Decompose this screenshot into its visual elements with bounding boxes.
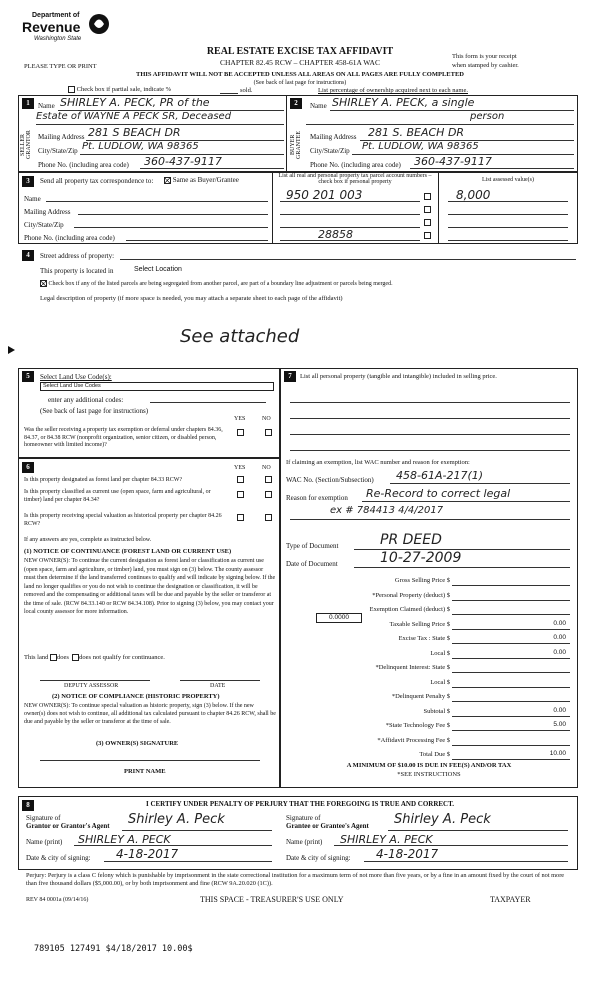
calc-label: Excise Tax : State $ xyxy=(398,635,450,642)
s1-name-label: Name xyxy=(38,102,55,110)
section-7-number: 7 xyxy=(284,371,296,382)
s8-name-label-l: Name (print) xyxy=(26,838,63,846)
s6-q3-no-cb[interactable] xyxy=(265,514,272,521)
minimum-due: A MINIMUM OF $10.00 IS DUE IN FEE(S) AND/OR TAX xyxy=(346,762,512,769)
s6-q3-yes-cb[interactable] xyxy=(237,514,244,521)
calc-line xyxy=(452,585,570,586)
reason-value-2: ex # 784413 4/4/2017 xyxy=(330,505,444,516)
s3-div-1 xyxy=(272,172,273,244)
s1-name2-line xyxy=(36,124,284,125)
grantor-date: 4-18-2017 xyxy=(116,847,179,861)
s1-city: Pt. LUDLOW, WA 98365 xyxy=(82,141,199,152)
date-line xyxy=(180,680,260,681)
dept-state: Washington State xyxy=(34,36,82,42)
parcel-1: 950 201 003 xyxy=(286,188,363,202)
section-5-number: 5 xyxy=(22,371,34,382)
section-4-number: 4 xyxy=(22,250,34,261)
located-label: This property is located in xyxy=(40,267,114,275)
s6-q1-yes-cb[interactable] xyxy=(237,476,244,483)
grantee-sig-line xyxy=(388,830,568,831)
segregated-checkbox[interactable] xyxy=(40,280,47,287)
street-line xyxy=(120,259,576,260)
s2-name: SHIRLEY A. PECK, a single xyxy=(332,96,475,109)
s7-line-4 xyxy=(290,450,570,451)
assessed-header: List assessed value(s) xyxy=(482,177,534,183)
form-title: REAL ESTATE EXCISE TAX AFFIDAVIT xyxy=(206,46,394,57)
wa-logo-icon xyxy=(88,12,110,36)
reason-value: Re-Record to correct legal xyxy=(366,487,511,500)
assessed-line-2 xyxy=(448,214,568,215)
s6-q3: Is this property receiving special valuation as historical property per chapter 84.26 RCW? xyxy=(24,513,222,527)
s6-q1-no-cb[interactable] xyxy=(265,476,272,483)
exempt-question: If claiming an exemption, list WAC number and reason for exemption: xyxy=(286,459,470,466)
assessed-line-1 xyxy=(448,201,568,202)
see-attached: See attached xyxy=(180,326,300,347)
s5-yes-cb[interactable] xyxy=(237,429,244,436)
notice-2-text: NEW OWNER(S): To continue special valuation as historic property, sign (3) below. If the new owner(s) does not wish to continue, all additional tax calculated pursuant to chapter 84.26 RCW, shall be due and payable by the seller or transferor at the time of sale. xyxy=(24,703,276,725)
section-8-number: 8 xyxy=(22,800,34,811)
deputy-label: DEPUTY ASSESSOR xyxy=(64,683,119,689)
partial-sale xyxy=(68,86,171,93)
additional-line xyxy=(150,402,266,403)
grantor-sig-line xyxy=(122,830,272,831)
grantee-date-line xyxy=(364,861,568,862)
s1-mail: 281 S BEACH DR xyxy=(88,126,181,139)
assessed-1: 8,000 xyxy=(456,188,491,202)
s3-city-label: City/State/Zip xyxy=(24,221,64,229)
grantor-name-line xyxy=(74,845,272,846)
parcel-line-1 xyxy=(280,201,420,202)
s2-mail-label: Mailing Address xyxy=(310,133,357,141)
s3-send: Send all property tax correspondence to: xyxy=(40,177,154,185)
calc-label: *Delinquent Penalty $ xyxy=(391,693,450,700)
calc-label: Local $ xyxy=(430,678,450,686)
grantee-name-line xyxy=(334,845,568,846)
s2-city: Pt. LUDLOW, WA 98365 xyxy=(362,141,479,152)
buyer-label: BUYER GRANTEE xyxy=(290,131,302,159)
segregated-label: Check box if any of the listed parcels are being segregated from another parcel, are part of a boundary line adjustment or parcels being merged. xyxy=(48,280,393,287)
grantee-name: SHIRLEY A. PECK xyxy=(340,833,433,846)
calc-label: *Personal Property (deduct) $ xyxy=(372,591,450,599)
calc-line xyxy=(452,701,570,702)
dept-revenue: Revenue xyxy=(22,19,81,35)
does-not-label: does not xyxy=(79,654,102,661)
divider-1-2 xyxy=(286,95,287,172)
parcel-cb-3[interactable] xyxy=(424,219,431,226)
s7-text: List all personal property (tangible and intangible) included in selling price. xyxy=(300,373,497,380)
same-checkbox[interactable] xyxy=(164,177,171,184)
does-cb[interactable] xyxy=(50,654,57,661)
s3-mail-line xyxy=(78,214,268,215)
local-rate: 0.0000 xyxy=(316,613,362,623)
revenue-logo xyxy=(22,12,112,52)
calc-value[interactable]: 0.00 xyxy=(553,634,566,641)
receipt-1: This form is your receipt xyxy=(452,53,517,60)
grantor-date-line xyxy=(104,861,272,862)
section-6-number: 6 xyxy=(22,462,34,473)
owner-sig-line xyxy=(40,760,260,761)
see-back: (See back of last page for instructions) xyxy=(253,80,347,86)
calc-label: Taxable Selling Price $ xyxy=(389,620,450,628)
this-land xyxy=(24,654,165,661)
grantee-signature: Shirley A. Peck xyxy=(394,812,491,827)
calc-line xyxy=(452,643,570,644)
calc-value[interactable]: 0.00 xyxy=(553,706,566,714)
warning: THIS AFFIDAVIT WILL NOT BE ACCEPTED UNLESS ALL AREAS ON ALL PAGES ARE FULLY COMPLETED xyxy=(136,71,464,78)
s1-name: SHIRLEY A. PECK, PR of the xyxy=(60,96,210,109)
s3-mail-label: Mailing Address xyxy=(24,208,71,216)
s8-sig-label-1r: Signature of xyxy=(286,814,321,822)
calc-line xyxy=(452,672,570,673)
s6-q1: Is this property designated as forest land per chapter 84.33 RCW? xyxy=(24,477,183,483)
s3-city-line xyxy=(74,227,268,228)
qualify-label: qualify for continuance. xyxy=(102,654,165,661)
s6-yes: YES xyxy=(234,465,246,471)
seller-label: SELLER GRANTOR xyxy=(20,130,32,160)
s2-phone-line xyxy=(410,168,574,169)
partial-checkbox[interactable] xyxy=(68,86,75,93)
calc-label: *Affidavit Processing Fee $ xyxy=(377,736,450,744)
s2-mail: 281 S. BEACH DR xyxy=(368,126,465,139)
s8-sig-label-3: Grantee or Grantee's Agent xyxy=(286,822,369,830)
s2-phone-label: Phone No. (including area code) xyxy=(310,161,401,169)
calc-label: *Delinquent Interest: State $ xyxy=(375,664,450,671)
form-rev: REV 84 0001a (09/14/16) xyxy=(26,897,89,903)
assessed-line-3 xyxy=(448,227,568,228)
segregated xyxy=(40,280,393,287)
s8-sig-label-1: Signature of xyxy=(26,814,61,822)
calc-line xyxy=(452,629,570,630)
s1-name-2: Estate of WAYNE A PECK SR, Deceased xyxy=(36,111,232,122)
calc-line xyxy=(452,759,570,760)
s5-no: NO xyxy=(262,416,271,422)
legal-label: Legal description of property (if more space is needed, you may attach a separate sheet to each page of the affidavit) xyxy=(40,295,343,302)
calc-label: Total Due $ xyxy=(419,751,450,758)
calc-label: Subtotal $ xyxy=(423,707,450,715)
reason-line-2 xyxy=(290,519,570,520)
s3-phone-label: Phone No. (including area code) xyxy=(24,234,115,242)
grantee-date: 4-18-2017 xyxy=(376,847,439,861)
additional-codes: enter any additional codes: xyxy=(48,396,124,404)
s7-line-3 xyxy=(290,434,570,435)
receipt-2: when stamped by cashier. xyxy=(452,62,519,69)
s5-yes: YES xyxy=(234,416,246,422)
calc-line xyxy=(452,600,570,601)
land-use-select[interactable]: Select Land Use Codes xyxy=(40,382,274,391)
s5-no-cb[interactable] xyxy=(265,429,272,436)
calc-label: *State Technology Fee $ xyxy=(385,722,450,729)
date-label: DATE xyxy=(210,683,226,689)
owner-sig: (3) OWNER(S) SIGNATURE xyxy=(96,740,179,747)
calc-line xyxy=(452,730,570,731)
type-note: PLEASE TYPE OR PRINT xyxy=(24,63,97,70)
receipt-stamp: 789105 127491 $4/18/2017 10.00$ xyxy=(34,944,193,954)
certify: I CERTIFY UNDER PENALTY OF PERJURY THAT THE FOREGOING IS TRUE AND CORRECT. xyxy=(145,800,454,808)
reason-label: Reason for exemption xyxy=(286,494,348,502)
deputy-line xyxy=(40,680,150,681)
partial-label: Check box if partial sale, indicate % xyxy=(76,86,172,93)
section-3-number: 3 xyxy=(22,176,34,187)
does-label: does xyxy=(57,654,69,661)
docdate-value: 10-27-2009 xyxy=(380,550,462,566)
s2-name-line xyxy=(330,110,574,111)
calc-value[interactable]: 5.00 xyxy=(553,721,566,728)
s1-phone-label: Phone No. (including area code) xyxy=(38,161,129,169)
calc-line xyxy=(452,745,570,746)
parcel-cb-4[interactable] xyxy=(424,232,431,239)
s8-date-label-r: Date & city of signing: xyxy=(286,854,351,862)
parcel-4: 28858 xyxy=(318,228,353,241)
notice-2: (2) NOTICE OF COMPLIANCE (HISTORIC PROPERTY) xyxy=(52,693,220,700)
chapter: CHAPTER 82.45 RCW – CHAPTER 458-61A WAC xyxy=(220,58,380,67)
s6-q2-yes-cb[interactable] xyxy=(237,491,244,498)
grantor-name: SHIRLEY A. PECK xyxy=(78,833,171,846)
calc-value[interactable]: 0.00 xyxy=(553,619,566,627)
treasurer-use: THIS SPACE - TREASURER'S USE ONLY xyxy=(200,895,344,904)
section-2-number: 2 xyxy=(290,98,302,109)
s2-phone: 360-437-9117 xyxy=(414,155,492,168)
calc-line xyxy=(452,614,570,615)
s8-sig-label-2: Grantor or Grantor's Agent xyxy=(26,822,110,830)
s6-q2: Is this property classified as current use (open space, farm and agricultural, or timber) land per chapter 84.34? xyxy=(24,489,211,503)
print-name: PRINT NAME xyxy=(124,768,166,775)
notice-1-text: NEW OWNER(S): To continue the current designation as forest land or classification as current use (open space, farm and agriculture, or timber) land, you must sign on (3) below. The county assessor must then determine if the land transferred continues to qualify and will indicate by signing below. If the land no longer qualifies or you do not wish to continue the designation or classification, it will be removed and the compensating or additional taxes will be due and payable by the seller or transferor at the time of sale. (RCW 84.33.140 or RCW 84.34.108). Prior to signing (3) below, you may contact your local county assessor for more information. xyxy=(24,558,276,615)
same-label: Same as Buyer/Grantee xyxy=(172,176,239,184)
s2-name2-line xyxy=(306,124,574,125)
calc-line xyxy=(452,658,570,659)
grantor-signature: Shirley A. Peck xyxy=(128,812,225,827)
section-6 xyxy=(18,458,280,788)
perjury-text: Perjury: Perjury is a class C felony which is punishable by imprisonment in the state correctional institution for a maximum term of not more than five years, or by a fine in an amount fixed by the court of not more than five thousand dollars ($5,000.00), or by both imprisonment and fine (RCW 9A.20.020 (1C)). xyxy=(26,872,565,887)
dept-of: Department of xyxy=(32,12,80,19)
s8-date-label-l: Date & city of signing: xyxy=(26,854,91,862)
s7-line-2 xyxy=(290,418,570,419)
s1-city-label: City/State/Zip xyxy=(38,147,78,155)
calc-label: Exemption Claimed (deduct) $ xyxy=(369,606,450,613)
s2-name-label: Name xyxy=(310,102,327,110)
parcel-line-4 xyxy=(280,240,420,241)
partial-line xyxy=(220,93,238,94)
s6-no: NO xyxy=(262,465,271,471)
calc-line xyxy=(452,716,570,717)
calc-value[interactable]: 10.00 xyxy=(549,750,566,757)
s7-line-1 xyxy=(290,402,570,403)
taxpayer: TAXPAYER xyxy=(490,895,531,904)
parcel-cb-2[interactable] xyxy=(424,206,431,213)
location-select[interactable]: Select Location xyxy=(134,266,182,273)
arrow-marker-icon xyxy=(8,346,15,354)
land-use-label: Select Land Use Code(s): xyxy=(40,373,112,381)
list-pct: List percentage of ownership acquired next to each name. xyxy=(318,87,468,94)
sold-label: sold. xyxy=(240,87,253,94)
s1-phone: 360-437-9117 xyxy=(144,155,222,168)
parcel-cb-1[interactable] xyxy=(424,193,431,200)
s3-same xyxy=(164,176,239,184)
section-1-number: 1 xyxy=(22,98,34,109)
s3-phone-line xyxy=(126,240,268,241)
s6-q2-no-cb[interactable] xyxy=(265,491,272,498)
calc-line xyxy=(452,687,570,688)
street-label: Street address of property: xyxy=(40,252,115,260)
s1-phone-line xyxy=(140,168,284,169)
wac-value: 458-61A-217(1) xyxy=(396,469,484,482)
doctype-label: Type of Document xyxy=(286,542,339,550)
s6-if-yes: If any answers are yes, complete as instructed below. xyxy=(24,537,152,543)
s1-mail-label: Mailing Address xyxy=(38,133,85,141)
s2-name-2: person xyxy=(470,111,505,122)
s5-see-back: (See back of last page for instructions) xyxy=(40,407,149,415)
notice-1: (1) NOTICE OF CONTINUANCE (FOREST LAND OR CURRENT USE) xyxy=(24,548,232,555)
wac-line xyxy=(390,483,570,484)
calc-label: Local $ xyxy=(430,649,450,657)
assessed-line-4 xyxy=(448,240,568,241)
parcel-line-2 xyxy=(280,214,420,215)
this-land-label: This land xyxy=(24,654,49,661)
s2-city-label: City/State/Zip xyxy=(310,147,350,155)
s3-div-2 xyxy=(438,172,439,244)
s8-name-label-r: Name (print) xyxy=(286,838,323,846)
wac-label: WAC No. (Section/Subsection) xyxy=(286,476,374,484)
docdate-line xyxy=(354,567,570,568)
docdate-label: Date of Document xyxy=(286,560,338,568)
see-instructions: *SEE INSTRUCTIONS xyxy=(397,771,461,778)
calc-label: Gross Selling Price $ xyxy=(394,577,450,584)
parcel-header: List all real and personal property tax parcel account numbers – check box if personal property xyxy=(278,173,432,185)
calc-value[interactable]: 0.00 xyxy=(553,648,566,656)
s5-question: Was the seller receiving a property tax exemption or deferral under chapters 84.36, 84.37, or 84.38 RCW (nonprofit organization, senior citizen, or disabled person, homeowner with limited income)? xyxy=(24,427,223,448)
parcel-line-3 xyxy=(280,227,420,228)
doctype-value: PR DEED xyxy=(380,532,442,548)
s3-name-line xyxy=(46,201,268,202)
reason-line xyxy=(362,501,570,502)
s3-name-label: Name xyxy=(24,195,41,203)
